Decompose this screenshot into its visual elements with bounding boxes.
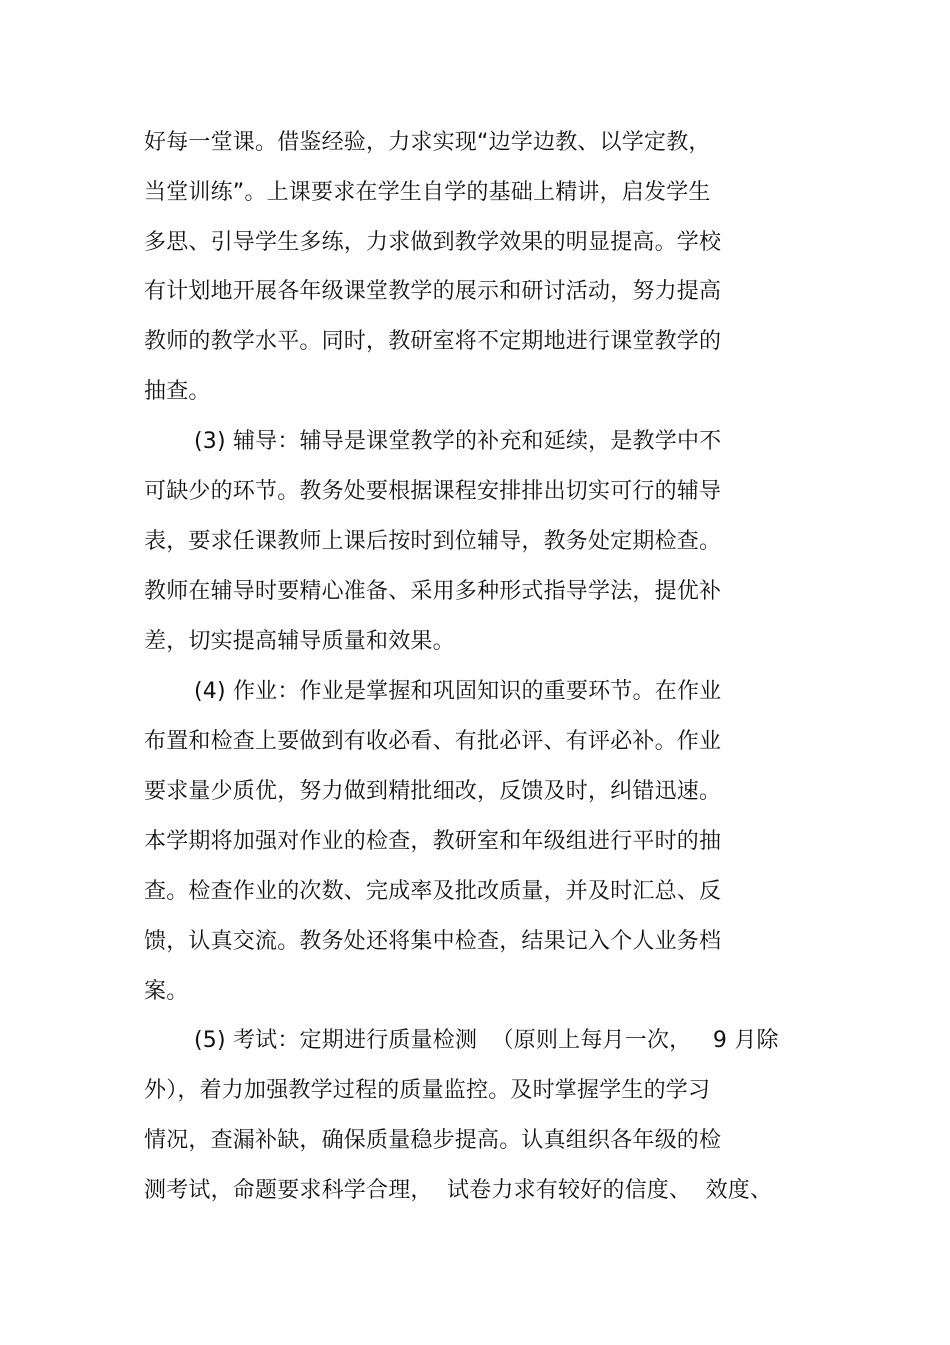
text-line: 多思、引导学生多练，力求做到教学效果的明显提高。学校 — [144, 230, 722, 255]
text-line: 教师的教学水平。同时，教研室将不定期地进行课堂教学的 — [144, 329, 722, 354]
text-line: 案。 — [144, 979, 189, 1004]
text-line: 好每一堂课。借鉴经验，力求实现“边学边教、以学定教， — [144, 130, 711, 155]
text-line: 可缺少的环节。教务处要根据课程安排排出切实可行的辅导 — [144, 479, 722, 504]
text-line: 差，切实提高辅导质量和效果。 — [144, 629, 455, 654]
text-line: 馈，认真交流。教务处还将集中检查，结果记入个人业务档 — [144, 929, 722, 954]
text-line: 情况，查漏补缺，确保质量稳步提高。认真组织各年级的检 — [144, 1128, 722, 1153]
paragraph-start-line: (4) 作业：作业是掌握和巩固知识的重要环节。在作业 — [194, 679, 722, 704]
text-line: 查。检查作业的次数、完成率及批改质量，并及时汇总、反 — [144, 879, 722, 904]
text-line: 当堂训练”。上课要求在学生自学的基础上精讲，启发学生 — [144, 180, 711, 205]
text-line: 教师在辅导时要精心准备、采用多种形式指导学法，提优补 — [144, 579, 722, 604]
text-line: 表，要求任课教师上课后按时到位辅导，教务处定期检查。 — [144, 529, 722, 554]
text-line: 要求量少质优，努力做到精批细改，反馈及时，纠错迅速。 — [144, 779, 722, 804]
paragraph-start-line: (3) 辅导：辅导是课堂教学的补充和延续，是教学中不 — [194, 429, 722, 454]
text-line: 抽查。 — [144, 379, 211, 404]
paragraph-start-line: (5) 考试：定期进行质量检测 （原则上每月一次， 9 月除 — [194, 1028, 779, 1053]
text-line: 测考试，命题要求科学合理， 试卷力求有较好的信度、 效度、 — [144, 1178, 773, 1203]
text-line: 外），着力加强教学过程的质量监控。及时掌握学生的学习 — [144, 1078, 711, 1103]
text-line: 本学期将加强对作业的检查，教研室和年级组进行平时的抽 — [144, 829, 722, 854]
text-line: 布置和检查上要做到有收必看、有批必评、有评必补。作业 — [144, 729, 722, 754]
text-line: 有计划地开展各年级课堂教学的展示和研讨活动，努力提高 — [144, 279, 722, 304]
